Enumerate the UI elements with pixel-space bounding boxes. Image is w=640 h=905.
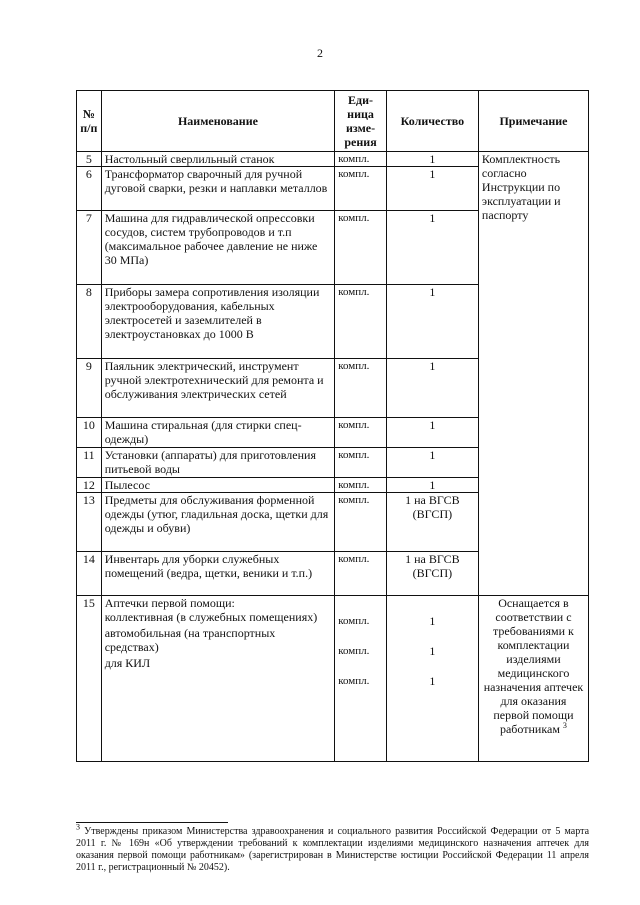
subitem-unit: компл. [338, 615, 370, 627]
row-number: 15 [77, 596, 102, 762]
row-number: 8 [77, 285, 102, 359]
row-unit: компл. [335, 493, 387, 552]
row-quantity: 1 [386, 152, 478, 167]
row-name: Трансформатор сварочный для ручной дуговой сварки, резки и наплавки металлов [101, 167, 335, 211]
header-number: № п/п [77, 91, 102, 152]
row-number: 12 [77, 478, 102, 493]
header-name: Наименование [101, 91, 335, 152]
row-unit: компл. [335, 285, 387, 359]
row-quantity: 1 [386, 211, 478, 285]
row-number: 13 [77, 493, 102, 552]
row-number: 7 [77, 211, 102, 285]
row-name: Настольный сверлильный станок [101, 152, 335, 167]
row-name [101, 596, 335, 762]
row-unit: компл. [335, 167, 387, 211]
row-quantity: 1 на ВГСВ (ВГСП) [386, 552, 478, 596]
first-aid-subitem: для КИЛ [104, 656, 151, 670]
row-quantity: 1 [386, 478, 478, 493]
subitem-unit: компл. [338, 645, 370, 657]
header-quantity: Количество [386, 91, 478, 152]
row-quantity: 1 [386, 359, 478, 418]
row-number: 11 [77, 448, 102, 478]
table-row [77, 152, 589, 167]
row-unit: компл. [335, 211, 387, 285]
row-name: Установки (аппараты) для приготовления питьевой воды [101, 448, 335, 478]
page-number: 2 [317, 46, 323, 60]
row-unit: компл. [335, 552, 387, 596]
first-aid-subitem: автомобильная (на транспортных средствах) [104, 626, 276, 654]
row-name: Приборы замера сопротивления изоляции электрооборудования, кабельных электросетей и заземлителей в электроустановках до 1000 В [101, 285, 335, 359]
row-quantity: 1 на ВГСВ (ВГСП) [386, 493, 478, 552]
note-first-aid-text: Оснащается в соответствии с требованиями к комплектации изделиями медицинского назначения аптечек для оказания первой помощи работникам [483, 596, 584, 736]
table-header-row [77, 91, 589, 152]
row-quantity: 1 [386, 285, 478, 359]
row-unit: компл. [335, 448, 387, 478]
subitem-quantity: 1 [429, 644, 436, 658]
row-name: Паяльник электрический, инструмент ручной электротехнический для ремонта и обслуживания электрических сетей [101, 359, 335, 418]
first-aid-heading: Аптечки первой помощи: [104, 596, 235, 610]
row-unit: компл. [335, 418, 387, 448]
row-quantity: 1 [386, 418, 478, 448]
row-quantity: 1 [386, 448, 478, 478]
first-aid-subitem: коллективная (в служебных помещениях) [104, 610, 318, 624]
note-first-aid [478, 596, 588, 762]
row-number: 10 [77, 418, 102, 448]
row-name: Машина стиральная (для стирки спец-одежды) [101, 418, 335, 448]
header-note: Примечание [478, 91, 588, 152]
row-number: 14 [77, 552, 102, 596]
row-unit: компл. [335, 152, 387, 167]
row-unit: компл. [335, 359, 387, 418]
row-name: Предметы для обслуживания форменной одежды (утюг, гладильная доска, щетки для одежды и обуви) [101, 493, 335, 552]
row-number: 5 [77, 152, 102, 167]
subitem-quantity: 1 [429, 614, 436, 628]
footnote [76, 822, 590, 874]
row-name: Инвентарь для уборки служебных помещений (ведра, щетки, веники и т.п.) [101, 552, 335, 596]
table-row-first-aid [77, 596, 589, 762]
row-number: 9 [77, 359, 102, 418]
footnote-mark: 3 [76, 822, 80, 832]
header-unit: Еди-ница изме-рения [335, 91, 387, 152]
row-unit: компл. [335, 478, 387, 493]
note-completeness: Комплектность согласно Инструкции по эксплуатации и паспорту [478, 152, 588, 596]
footnote-divider [76, 822, 228, 823]
footnote-text: Утверждены приказом Министерства здравоохранения и социального развития Российской Федерации от 5 марта 2011 г. № 169н «Об утверждении требований к комплектации изделиями медицинского назначения аптечек для оказания первой помощи работникам» (зарегистрирован в Министерстве юстиции Российской Федерации 11 апреля 2011 г., регистрационный № 20452). [76, 826, 590, 873]
subitem-unit: компл. [338, 675, 370, 687]
equipment-table [76, 90, 589, 762]
row-quantity [386, 596, 478, 762]
row-number: 6 [77, 167, 102, 211]
row-quantity: 1 [386, 167, 478, 211]
subitem-quantity: 1 [429, 674, 436, 688]
footnote-reference: 3 [562, 721, 567, 730]
row-name: Пылесос [101, 478, 335, 493]
row-unit [335, 596, 387, 762]
row-name: Машина для гидравлической опрессовки сосудов, систем трубопроводов и т.п (максимальное рабочее давление не ниже 30 МПа) [101, 211, 335, 285]
